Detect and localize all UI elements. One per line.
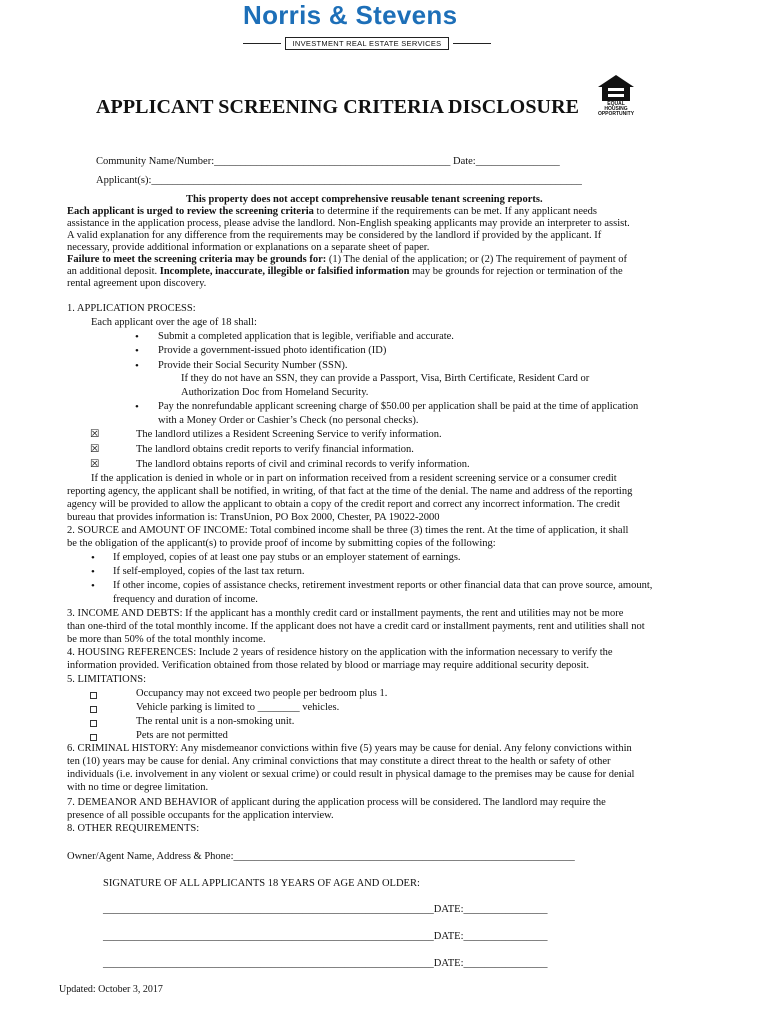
list-item: Occupancy may not exceed two people per bedroom plus 1. <box>136 688 388 699</box>
checkbox-resident-screening[interactable]: ☒ <box>90 429 100 440</box>
list-item-continued: If they do not have an SSN, they can provide a Passport, Visa, Birth Certificate, Resident Card or <box>181 373 590 384</box>
denial-line-4: bureau that provides information is: TransUnion, PO Box 2000, Chester, PA 19022-2000 <box>67 512 440 523</box>
list-item: Pay the nonrefundable applicant screening charge of $50.00 per application shall be paid at the time of application <box>158 401 639 412</box>
equal-housing-label: EQUAL HOUSING OPPORTUNITY <box>597 101 635 117</box>
limitation-checkbox[interactable] <box>90 720 97 727</box>
limitation-checkbox[interactable] <box>90 734 97 741</box>
section-2-line-1: 2. SOURCE and AMOUNT OF INCOME: Total combined income shall be three (3) times the rent. At the time of application, it shall <box>67 525 629 536</box>
owner-agent-field[interactable]: Owner/Agent Name, Address & Phone:_________________________________________________________________ <box>67 851 575 862</box>
section-7-line-2: presence of all possible occupants for the application interview. <box>67 810 334 821</box>
company-tagline-block <box>243 37 491 51</box>
section-4-line-2: information provided. Verification obtained from those related by blood or marriage may require additional security deposit. <box>67 660 590 671</box>
denial-line-1: If the application is denied in whole or in part on information received from a resident screening service or a consumer credit <box>91 473 617 484</box>
list-item: If self-employed, copies of the last tax return. <box>113 566 305 577</box>
list-item: The rental unit is a non-smoking unit. <box>136 716 295 727</box>
list-item: Provide their Social Security Number (SSN). <box>158 360 348 371</box>
list-item-continued: Authorization Doc from Homeland Security. <box>181 387 369 398</box>
list-item: Vehicle parking is limited to ________ vehicles. <box>136 702 340 713</box>
intro-line-1: Each applicant is urged to review the screening criteria to determine if the requirements can be met. If any applicant needs <box>67 206 598 217</box>
list-item: Pets are not permitted <box>136 730 228 741</box>
intro-line-2: assistance in the application process, please advise the landlord. Non-English speaking applicants may provide an interpreter to assist. <box>67 218 630 229</box>
section-3-line-2: than one-third of the total monthly income. If the applicant does not have a credit card or installment payments, rent and utilities shall not <box>67 621 645 632</box>
bullet-icon: • <box>91 580 95 592</box>
intro-line-6: an additional deposit. Incomplete, inaccurate, illegible or falsified information may be grounds for rejection or termination of the <box>67 266 623 277</box>
tagline-rule-left <box>243 43 281 44</box>
signature-line-3[interactable]: _______________________________________________________________DATE:________________ <box>103 958 548 969</box>
denial-line-3: agency will be provided to allow the applicant to obtain a copy of the credit report and correct any incorrect information. The credit <box>67 499 620 510</box>
intro-line-3: A valid explanation for any difference from the requirements may be considered by the landlord if provided by the applicant. If <box>67 230 602 241</box>
page-title: APPLICANT SCREENING CRITERIA DISCLOSURE <box>96 96 580 118</box>
section-7-line-1: 7. DEMEANOR AND BEHAVIOR of applicant during the application process will be considered. The landlord may require the <box>67 797 606 808</box>
signature-line-1[interactable]: _______________________________________________________________DATE:________________ <box>103 904 548 915</box>
checkbox-label: The landlord utilizes a Resident Screening Service to verify information. <box>136 429 442 440</box>
bullet-icon: • <box>91 552 95 564</box>
checkbox-criminal-records[interactable]: ☒ <box>90 459 100 470</box>
section-8-heading: 8. OTHER REQUIREMENTS: <box>67 823 200 834</box>
section-1-subheading: Each applicant over the age of 18 shall: <box>91 317 257 328</box>
section-2-line-2: be the obligation of the applicant(s) to provide proof of income by submitting copies of the following: <box>67 538 496 549</box>
bullet-icon: • <box>135 331 139 343</box>
checkbox-credit-reports[interactable]: ☒ <box>90 444 100 455</box>
section-6-line-4: with no time or degree limitation. <box>67 782 209 793</box>
section-6-line-1: 6. CRIMINAL HISTORY: Any misdemeanor convictions within five (5) years may be cause for denial. Any felony convictions within <box>67 743 632 754</box>
company-name: Norris & Stevens <box>243 0 458 30</box>
list-item: If employed, copies of at least one pay stubs or an employer statement of earnings. <box>113 552 461 563</box>
reusable-report-notice: This property does not accept comprehensive reusable tenant screening reports. <box>186 194 543 205</box>
bullet-icon: • <box>91 566 95 578</box>
section-5-heading: 5. LIMITATIONS: <box>67 674 147 685</box>
company-tagline: INVESTMENT REAL ESTATE SERVICES <box>285 37 449 50</box>
intro-line-7: rental agreement upon discovery. <box>67 278 207 289</box>
denial-line-2: reporting agency, the applicant shall be notified, in writing, of that fact at the time of the denial. The name and address of the reporting <box>67 486 633 497</box>
community-date-field[interactable]: Community Name/Number:_____________________________________________ Date:________________ <box>96 156 560 167</box>
section-6-line-3: individuals (i.e. involvement in any violent or sexual crime) or could result in physical damage to the premises may be cause for denial <box>67 769 635 780</box>
bullet-icon: • <box>135 360 139 372</box>
bullet-icon: • <box>135 401 139 413</box>
section-3-line-3: be more than 50% of the total monthly income. <box>67 634 266 645</box>
updated-date: Updated: October 3, 2017 <box>59 984 163 995</box>
signature-line-2[interactable]: _______________________________________________________________DATE:________________ <box>103 931 548 942</box>
checkbox-label: The landlord obtains reports of civil and criminal records to verify information. <box>136 459 470 470</box>
section-1-heading: 1. APPLICATION PROCESS: <box>67 303 196 314</box>
tagline-rule-right <box>453 43 491 44</box>
intro-line-5: Failure to meet the screening criteria may be grounds for: (1) The denial of the application; or (2) The requirement of payment of <box>67 254 628 265</box>
signature-heading: SIGNATURE OF ALL APPLICANTS 18 YEARS OF AGE AND OLDER: <box>103 878 420 889</box>
checkbox-label: The landlord obtains credit reports to verify financial information. <box>136 444 414 455</box>
bullet-icon: • <box>135 345 139 357</box>
limitation-checkbox[interactable] <box>90 706 97 713</box>
section-4-line-1: 4. HOUSING REFERENCES: Include 2 years of residence history on the application with the information necessary to verify the <box>67 647 613 658</box>
section-6-line-2: ten (10) years may be cause for denial. Any criminal convictions that may constitute a direct threat to the health or safety of other <box>67 756 611 767</box>
section-3-line-1: 3. INCOME AND DEBTS: If the applicant has a monthly credit card or installment payments, the rent and utilities may not be more <box>67 608 624 619</box>
applicants-field[interactable]: Applicant(s):__________________________________________________________________________________ <box>96 175 582 186</box>
list-item: If other income, copies of assistance checks, retirement investment reports or other financial data that can prove source, amount, <box>113 580 653 591</box>
list-item-continued: frequency and duration of income. <box>113 594 258 605</box>
intro-line-4: necessary, provide additional information or explanations on a separate sheet of paper. <box>67 242 430 253</box>
list-item: Submit a completed application that is legible, verifiable and accurate. <box>158 331 454 342</box>
list-item: Provide a government-issued photo identification (ID) <box>158 345 387 356</box>
list-item-continued: with a Money Order or Cashier’s Check (no personal checks). <box>158 415 419 426</box>
limitation-checkbox[interactable] <box>90 692 97 699</box>
